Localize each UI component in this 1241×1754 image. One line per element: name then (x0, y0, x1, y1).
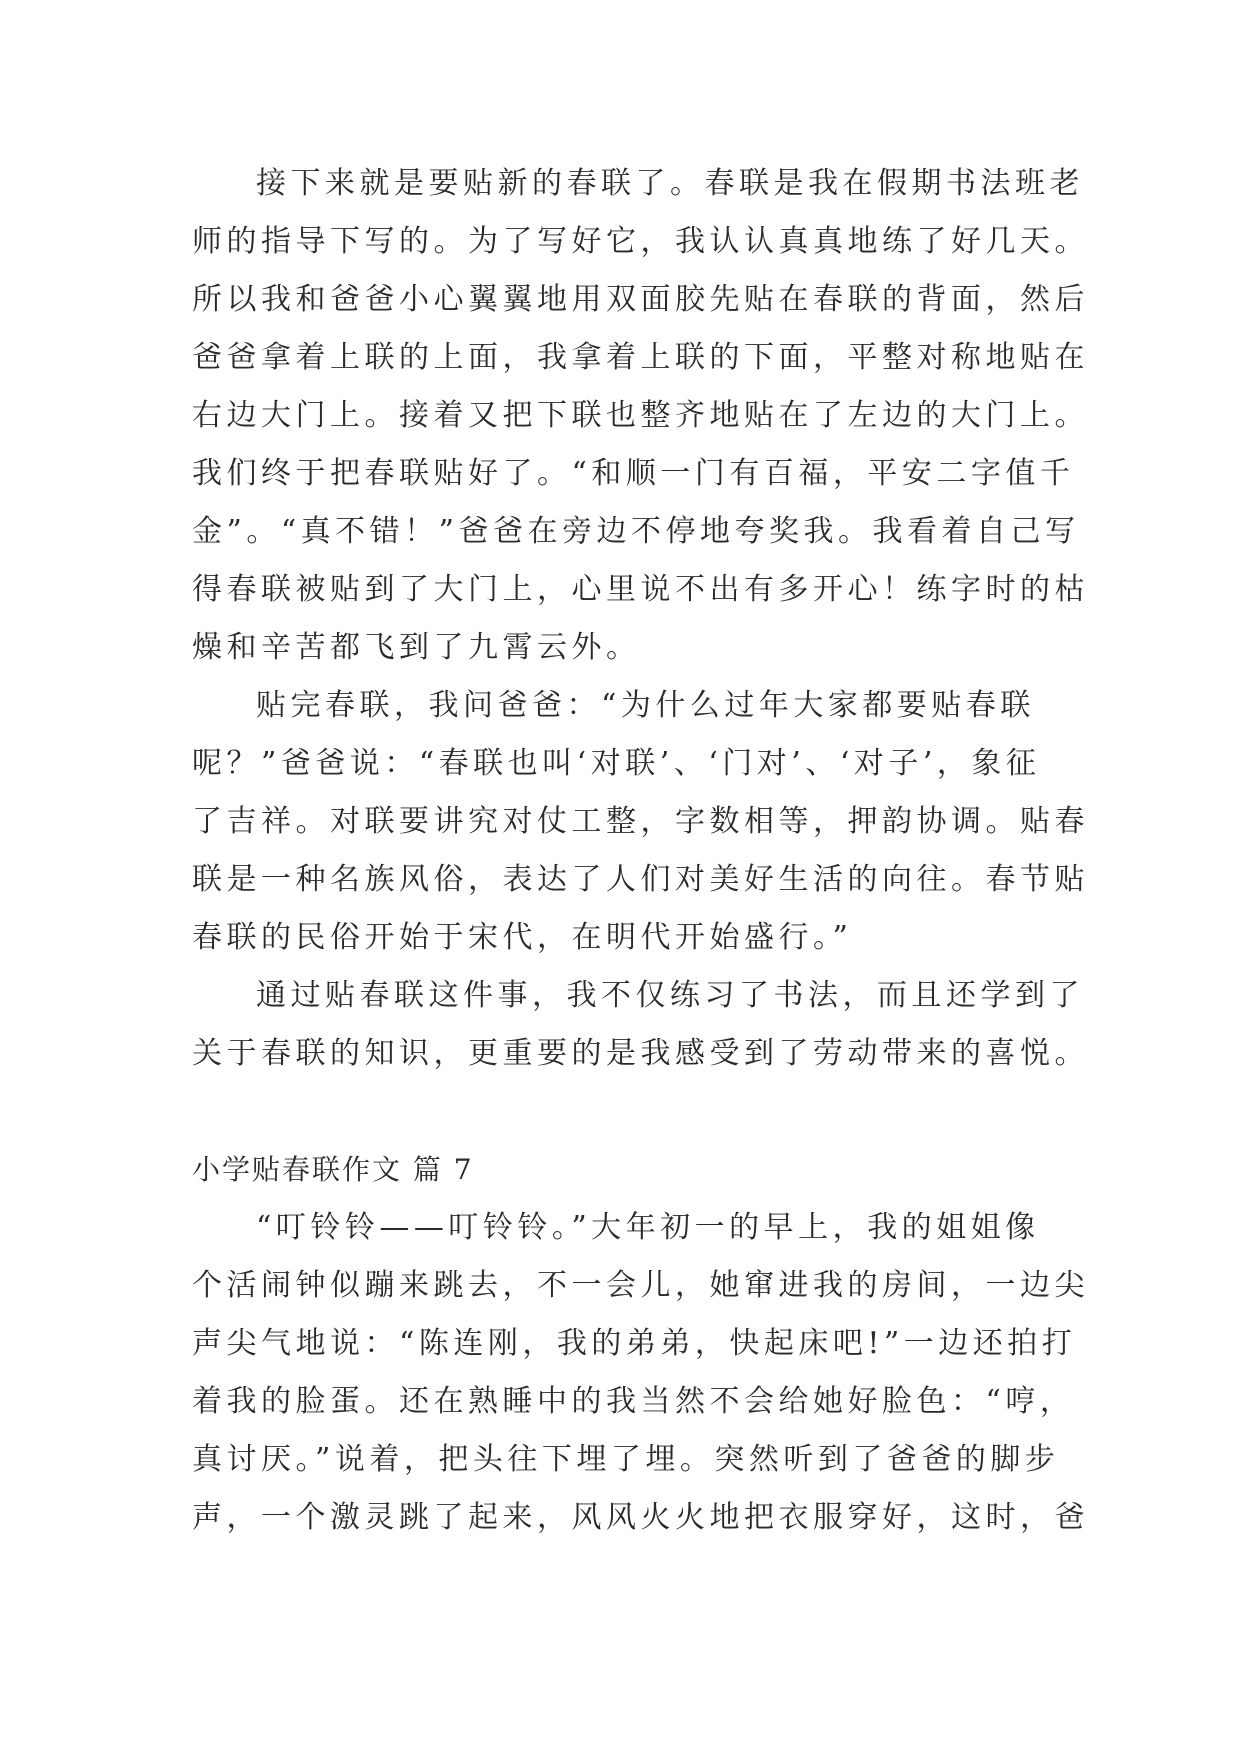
paragraph-line: 个活闹钟似蹦来跳去，不一会儿，她窜进我的房间，一边尖 (192, 1268, 1089, 1303)
paragraph-line: 通过贴春联这件事，我不仅练习了书法，而且还学到了 (256, 978, 1084, 1013)
paragraph-line: 师的指导下写的。为了写好它，我认认真真地练了好几天。 (192, 224, 1089, 259)
paragraph-line: 金”。“真不错！”爸爸在旁边不停地夸奖我。我看着自己写 (192, 514, 1080, 549)
paragraph-line: “叮铃铃——叮铃铃。”大年初一的早上，我的姐姐像 (256, 1210, 1040, 1245)
paragraph-line: 真讨厌。”说着，把头往下埋了埋。突然听到了爸爸的脚步 (192, 1442, 1060, 1477)
paragraph-line: 右边大门上。接着又把下联也整齐地贴在了左边的大门上。 (192, 398, 1089, 433)
paragraph-line: 我们终于把春联贴好了。“和顺一门有百福，平安二字值千 (192, 456, 1075, 491)
paragraph-line: 春联的民俗开始于宋代，在明代开始盛行。” (192, 920, 853, 955)
paragraph-line: 得春联被贴到了大门上，心里说不出有多开心！练字时的枯 (192, 572, 1089, 607)
section-heading: 小学贴春联作文 篇 7 (192, 1153, 474, 1186)
paragraph-line: 关于春联的知识，更重要的是我感受到了劳动带来的喜悦。 (192, 1036, 1089, 1071)
paragraph-line: 声尖气地说：“陈连刚，我的弟弟，快起床吧!”一边还拍打 (192, 1326, 1077, 1361)
paragraph-line: 接下来就是要贴新的春联了。春联是我在假期书法班老 (256, 166, 1084, 201)
paragraph-line: 联是一种名族风俗，表达了人们对美好生活的向往。春节贴 (192, 862, 1089, 897)
paragraph-line: 呢？”爸爸说：“春联也叫‘对联’、‘门对’、‘对子’，象征 (192, 746, 1041, 781)
paragraph-line: 声，一个激灵跳了起来，风风火火地把衣服穿好，这时，爸 (192, 1500, 1089, 1535)
paragraph-line: 着我的脸蛋。还在熟睡中的我当然不会给她好脸色：“哼， (192, 1384, 1075, 1419)
paragraph-line: 贴完春联，我问爸爸：“为什么过年大家都要贴春联 (256, 688, 1035, 723)
paragraph-line: 了吉祥。对联要讲究对仗工整，字数相等，押韵协调。贴春 (192, 804, 1089, 839)
paragraph-line: 燥和辛苦都飞到了九霄云外。 (192, 630, 641, 665)
paragraph-line: 爸爸拿着上联的上面，我拿着上联的下面，平整对称地贴在 (192, 340, 1089, 375)
paragraph-line: 所以我和爸爸小心翼翼地用双面胶先贴在春联的背面，然后 (192, 282, 1089, 317)
